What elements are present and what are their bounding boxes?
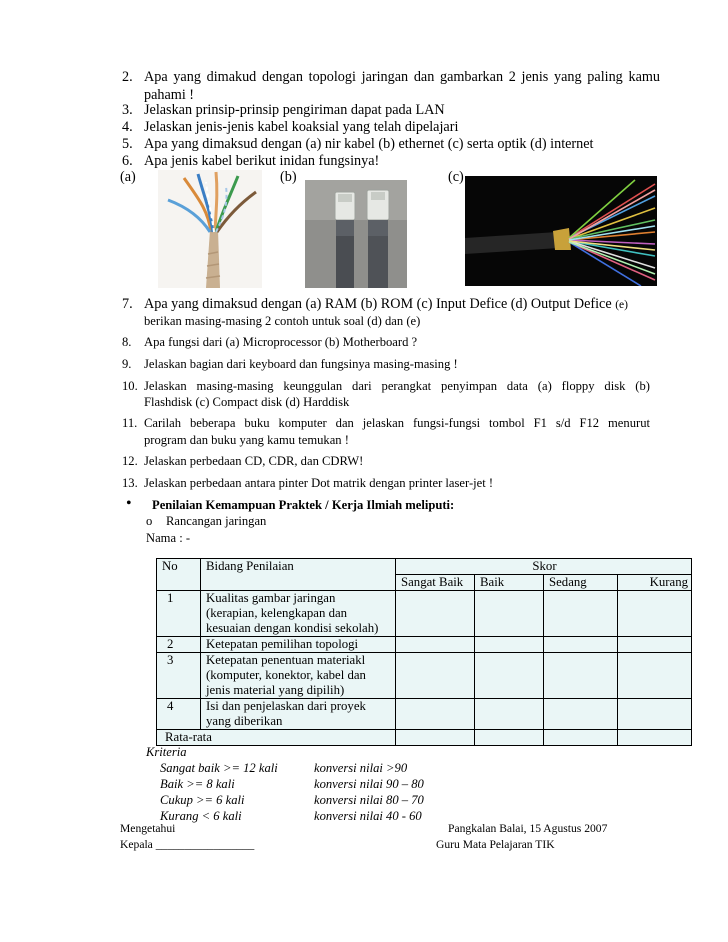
- question-11: 11. Carilah beberapa buku komputer dan jelaskan fungsi-fungsi tombol F1 s/d F12 menurut: [122, 416, 650, 430]
- question-7: 7. Apa yang dimaksud dengan (a) RAM (b) ROM (c) Input Defice (d) Output Defice (e): [122, 296, 628, 312]
- question-10-line2: Flashdisk (c) Compact disk (d) Harddisk: [144, 395, 350, 409]
- header-kurang: Kurang: [618, 575, 692, 591]
- question-8: 8. Apa fungsi dari (a) Microprocessor (b) Motherboard ?: [122, 335, 418, 349]
- question-3: 3. Jelaskan prinsip-prinsip pengiriman dapat pada LAN: [122, 102, 445, 118]
- question-7-line2: berikan masing-masing 2 contoh untuk soal (d) dan (e): [144, 314, 421, 328]
- criteria-cond-1: Sangat baik >= 12 kali: [160, 761, 278, 775]
- question-5: 5. Apa yang dimaksud dengan (a) nir kabel (b) ethernet (c) serta optik (d) internet: [122, 136, 594, 152]
- name-label: Nama : -: [146, 531, 191, 545]
- header-sedang: Sedang: [544, 575, 618, 591]
- table-row: 1 Kualitas gambar jaringan (kerapian, kelengkapan dan kesuaian dengan kondisi sekolah): [157, 591, 692, 637]
- twisted-pair-cable-image: [158, 170, 262, 288]
- assessment-table: [156, 558, 692, 746]
- criteria-conv-1: konversi nilai >90: [314, 761, 408, 775]
- question-4: 4. Jelaskan jenis-jenis kabel koaksial yang telah dipelajari: [122, 119, 459, 135]
- criteria-cond-3: Cukup >= 6 kali: [160, 793, 245, 807]
- question-2-line1: Apa yang dimakud dengan topologi jaringan dan gambarkan 2 jenis yang paling kamu: [144, 69, 660, 85]
- question-13: 13. Jelaskan perbedaan antara pinter Dot matrik dengan printer laser-jet !: [122, 476, 494, 490]
- sub-bullet-icon: o: [146, 514, 153, 528]
- header-skor: Skor: [396, 559, 692, 575]
- signature-left-1: Mengetahui: [120, 822, 176, 835]
- image-label-b: (b): [280, 169, 297, 185]
- rj45-connector-image: [305, 180, 407, 288]
- table-header-row: [157, 559, 692, 575]
- table-row: 4 Isi dan penjelaskan dari proyek yang diberikan: [157, 699, 692, 730]
- header-sangat-baik: Sangat Baik: [396, 575, 475, 591]
- header-bidang: Bidang Penilaian: [201, 559, 396, 591]
- question-12: 12. Jelaskan perbedaan CD, CDR, dan CDRW!: [122, 454, 364, 468]
- question-10: 10. Jelaskan masing-masing keunggulan dari perangkat penyimpan data (a) floppy disk (b): [122, 379, 650, 393]
- criteria-conv-2: konversi nilai 90 – 80: [314, 777, 424, 791]
- signature-left-2: Kepala _________________: [120, 838, 255, 851]
- header-baik: Baik: [475, 575, 544, 591]
- table-row: 3 Ketepatan penentuan materiakl (komputer, konektor, kabel dan jenis material yang dipilih): [157, 653, 692, 699]
- fiber-optic-cable-image: [465, 176, 657, 286]
- criteria-conv-4: konversi nilai 40 - 60: [314, 809, 422, 823]
- table-average-row: Rata-rata: [157, 730, 692, 746]
- signature-right-2: Guru Mata Pelajaran TIK: [436, 838, 555, 851]
- question-9: 9. Jelaskan bagian dari keyboard dan fungsinya masing-masing !: [122, 357, 458, 371]
- image-label-a: (a): [120, 169, 136, 185]
- header-no: No: [157, 559, 201, 591]
- table-row: 2 Ketepatan pemilihan topologi: [157, 637, 692, 653]
- criteria-conv-3: konversi nilai 80 – 70: [314, 793, 424, 807]
- criteria-title: Kriteria: [146, 745, 187, 759]
- criteria-cond-4: Kurang < 6 kali: [160, 809, 242, 823]
- bullet-icon: •: [126, 495, 132, 512]
- question-2-line2: pahami !: [144, 87, 195, 103]
- question-6: 6. Apa jenis kabel berikut inidan fungsinya!: [122, 153, 380, 169]
- practice-sub-item: Rancangan jaringan: [166, 514, 267, 528]
- image-label-c: (c): [448, 169, 464, 185]
- question-11-line2: program dan buku yang kamu temukan !: [144, 433, 349, 447]
- signature-right-1: Pangkalan Balai, 15 Agustus 2007: [448, 822, 608, 835]
- question-2: 2. Apa yang dimakud dengan topologi jaringan dan gambarkan 2 jenis yang paling kamu: [122, 69, 660, 85]
- practice-heading: Penilaian Kemampuan Praktek / Kerja Ilmiah meliputi:: [152, 498, 455, 512]
- criteria-cond-2: Baik >= 8 kali: [160, 777, 235, 791]
